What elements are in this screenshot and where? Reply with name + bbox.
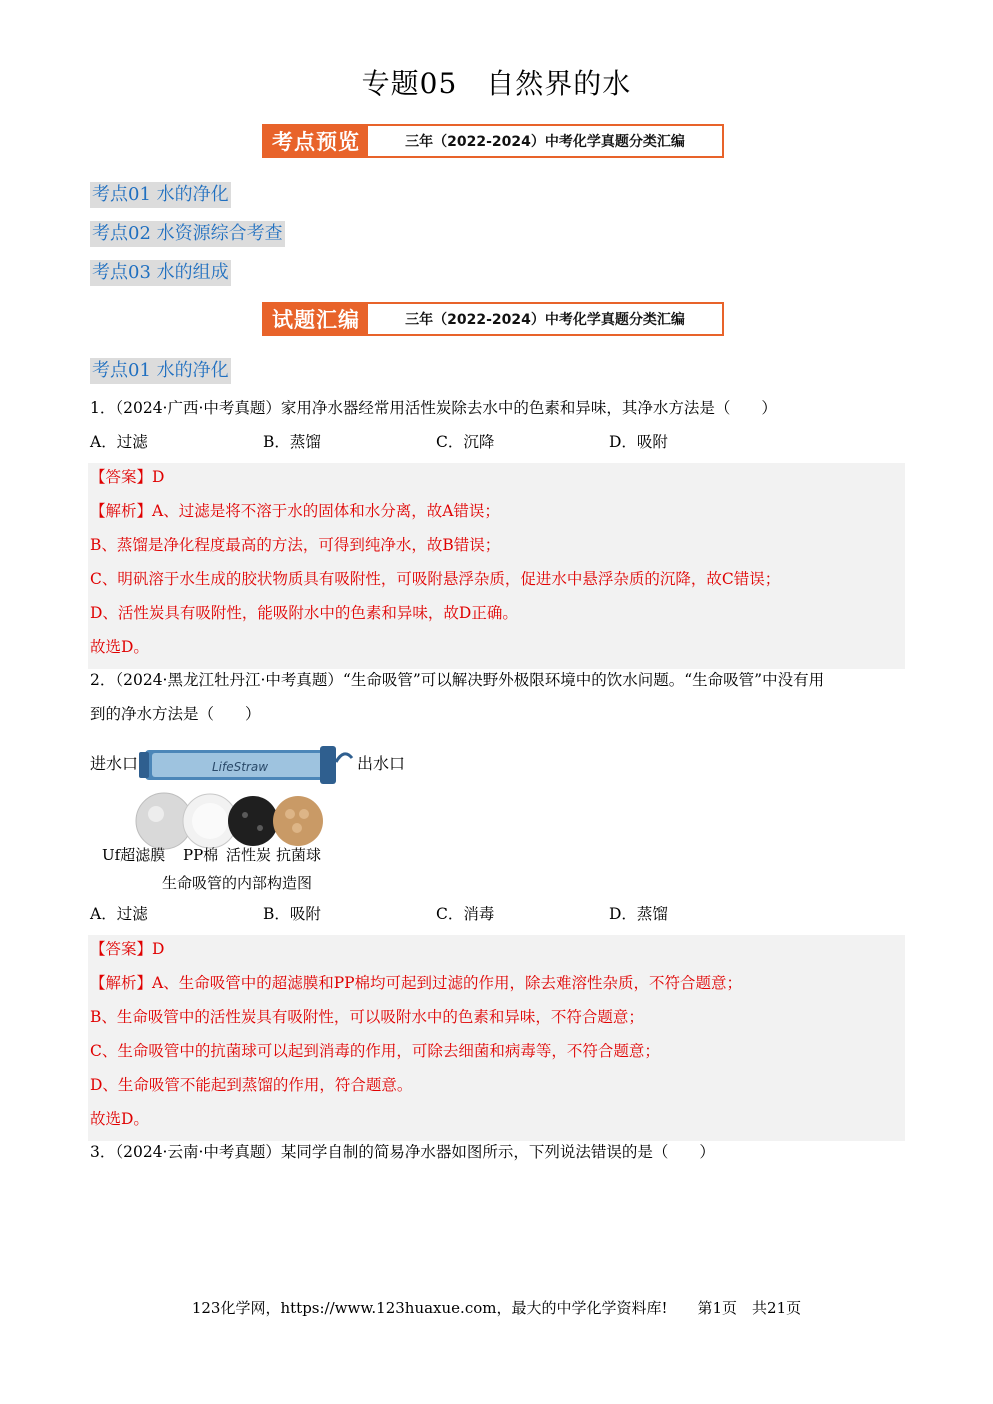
figure-caption: 生命吸管的内部构造图 bbox=[162, 874, 313, 892]
straw-outlet-cap bbox=[320, 746, 336, 784]
question-2-stem-line-1: 2．（2024·黑龙江牡丹江·中考真题）“生命吸管”可以解决野外极限环境中的饮水问题。“生命吸管”中没有用 bbox=[90, 671, 825, 689]
analysis-line: 故选D。 bbox=[90, 1110, 149, 1128]
question-1-stem: 1．（2024·广西·中考真题）家用净水器经常用活性炭除去水中的色素和异味，其净水方法是（ ） bbox=[90, 399, 777, 417]
antibacterial-ball bbox=[285, 809, 295, 819]
layer-label: PP棉 bbox=[183, 846, 219, 864]
page-footer: 123化学网，https://www.123huaxue.com，最大的中学化学资料库! 第1页 共21页 bbox=[191, 1299, 802, 1317]
analysis-line: B、蒸馏是净化程度最高的方法，可得到纯净水，故B错误； bbox=[90, 536, 501, 554]
antibacterial-ball bbox=[299, 809, 309, 819]
analysis-line: C、生命吸管中的抗菌球可以起到消毒的作用，可除去细菌和病毒等，不符合题意； bbox=[90, 1042, 660, 1060]
option-c: C．沉降 bbox=[436, 433, 495, 451]
preview-topic-3[interactable]: 考点03 水的组成 bbox=[90, 260, 231, 286]
preview-banner bbox=[262, 124, 724, 158]
option-b: B．吸附 bbox=[263, 905, 321, 923]
banner-tag: 考点预览 bbox=[264, 126, 368, 156]
answer: 【答案】D bbox=[90, 940, 165, 958]
section-heading: 考点01 水的净化 bbox=[90, 358, 231, 384]
option-a: A．过滤 bbox=[90, 905, 148, 923]
activated-carbon-layer bbox=[228, 796, 278, 846]
banner-subtitle: 三年（2022-2024）中考化学真题分类汇编 bbox=[405, 312, 685, 328]
option-a: A．过滤 bbox=[90, 433, 148, 451]
preview-topic-2[interactable]: 考点02 水资源综合考查 bbox=[90, 221, 285, 247]
option-d: D．蒸馏 bbox=[609, 905, 668, 923]
lifestraw-figure bbox=[90, 740, 420, 900]
antibacterial-ball bbox=[292, 823, 302, 833]
analysis-line: B、生命吸管中的活性炭具有吸附性，可以吸附水中的色素和异味，不符合题意； bbox=[90, 1008, 644, 1026]
straw-cord bbox=[336, 754, 352, 762]
lifestraw-diagram bbox=[90, 740, 420, 900]
preview-topic-1[interactable]: 考点01 水的净化 bbox=[90, 182, 231, 208]
question-2-options bbox=[90, 903, 782, 925]
exam-banner bbox=[262, 302, 724, 336]
uf-membrane-texture bbox=[148, 806, 164, 822]
carbon-grain bbox=[242, 812, 248, 818]
question-2-stem-line-2: 到的净水方法是（ ） bbox=[90, 705, 261, 723]
analysis-line: D、活性炭具有吸附性，能吸附水中的色素和异味，故D正确。 bbox=[90, 604, 518, 622]
outlet-label: 出水口 bbox=[357, 754, 406, 773]
analysis-line: 【解析】A、生命吸管中的超滤膜和PP棉均可起到过滤的作用，除去难溶性杂质，不符合题意； bbox=[90, 974, 743, 992]
answer: 【答案】D bbox=[90, 468, 165, 486]
page-title: 专题05 自然界的水 bbox=[361, 67, 632, 100]
question-3-stem: 3．（2024·云南·中考真题）某同学自制的简易净水器如图所示，下列说法错误的是（ ） bbox=[90, 1143, 715, 1161]
option-b: B．蒸馏 bbox=[263, 433, 321, 451]
option-d: D．吸附 bbox=[609, 433, 668, 451]
layer-label: 抗菌球 bbox=[276, 846, 322, 864]
analysis-line: 故选D。 bbox=[90, 638, 149, 656]
antibacterial-ball-layer bbox=[273, 796, 323, 846]
straw-inlet-cap bbox=[139, 752, 149, 778]
layer-label: 活性炭 bbox=[226, 846, 272, 864]
analysis-line: C、明矾溶于水生成的胶状物质具有吸附性，可吸附悬浮杂质，促进水中悬浮杂质的沉降，故C错误； bbox=[90, 570, 781, 588]
straw-brand: LifeStraw bbox=[211, 760, 269, 774]
question-1-options bbox=[90, 431, 782, 453]
layer-label: Uf超滤膜 bbox=[102, 846, 166, 864]
option-c: C．消毒 bbox=[436, 905, 495, 923]
pp-cotton-texture bbox=[192, 803, 228, 839]
banner-tag: 试题汇编 bbox=[264, 304, 368, 334]
question-2-answer-box bbox=[88, 935, 905, 1141]
analysis-line: D、生命吸管不能起到蒸馏的作用，符合题意。 bbox=[90, 1076, 413, 1094]
carbon-grain bbox=[257, 825, 263, 831]
question-1-answer-box bbox=[88, 463, 905, 669]
banner-subtitle: 三年（2022-2024）中考化学真题分类汇编 bbox=[405, 134, 685, 150]
analysis-line: 【解析】A、过滤是将不溶于水的固体和水分离，故A错误； bbox=[90, 502, 500, 520]
inlet-label: 进水口 bbox=[90, 754, 139, 773]
